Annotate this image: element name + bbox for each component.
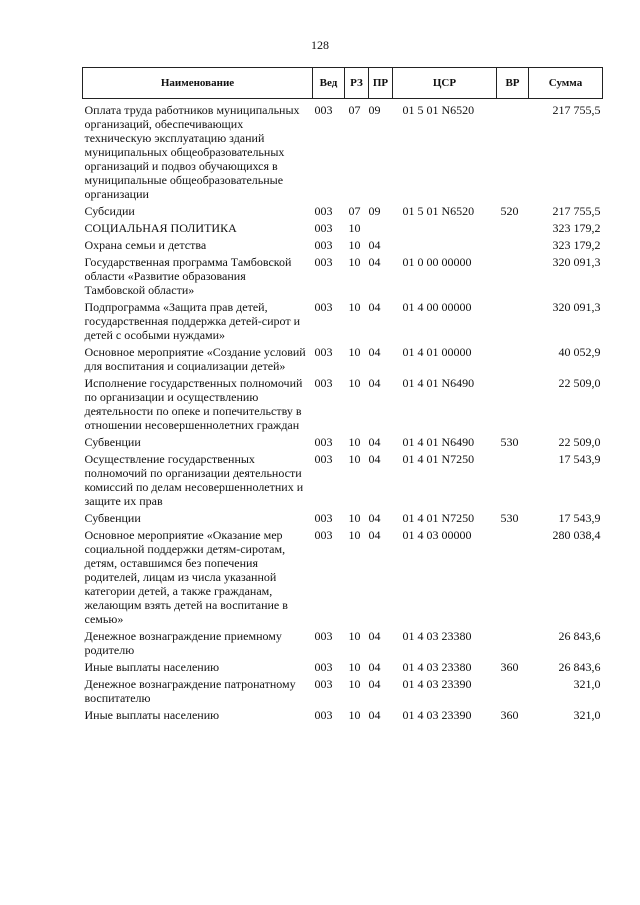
- cell-rz: 10: [348, 528, 361, 542]
- cell-pr: 04: [368, 435, 381, 449]
- cell-vr: [497, 238, 529, 255]
- cell-rz: 10: [348, 677, 361, 691]
- cell-vr: 360: [500, 708, 519, 722]
- cell-ved: 003: [314, 677, 333, 691]
- cell-pr: 04: [368, 345, 381, 359]
- cell-rz: 07: [348, 103, 361, 117]
- cell-csr: 01 4 01 N7250: [402, 452, 475, 466]
- cell-name: Основное мероприятие «Создание условий для воспитания и социализации детей»: [84, 345, 306, 373]
- cell-ved: 003: [314, 300, 333, 314]
- cell-rz: 10: [348, 708, 361, 722]
- cell-sum: 321,0: [573, 677, 601, 691]
- cell-name: Иные выплаты населению: [84, 708, 220, 722]
- cell-csr: 01 4 00 00000: [402, 300, 472, 314]
- cell-ved: 003: [314, 528, 333, 542]
- table-row: [83, 511, 603, 528]
- cell-csr: 01 0 00 00000: [402, 255, 472, 269]
- cell-pr: 04: [368, 677, 381, 691]
- cell-csr: [393, 238, 497, 255]
- cell-sum: 17 543,9: [558, 511, 601, 525]
- cell-sum: 217 755,5: [552, 204, 601, 218]
- header-vr: ВР: [497, 68, 529, 99]
- cell-pr: 04: [368, 238, 381, 252]
- cell-sum: 22 509,0: [558, 435, 601, 449]
- cell-name: Осуществление государственных полномочий по организации деятельности комиссий по делам несовершеннолетних и защите их прав: [84, 452, 304, 508]
- table-row: [83, 435, 603, 452]
- table-row: [83, 528, 603, 629]
- cell-csr: 01 4 03 23380: [402, 629, 472, 643]
- cell-sum: 26 843,6: [558, 629, 601, 643]
- cell-rz: 10: [348, 629, 361, 643]
- cell-name: Иные выплаты населению: [84, 660, 220, 674]
- table-row: [83, 660, 603, 677]
- cell-pr: 04: [368, 300, 381, 314]
- cell-pr: 04: [368, 376, 381, 390]
- cell-ved: 003: [314, 452, 333, 466]
- cell-vr: [497, 221, 529, 238]
- cell-rz: 10: [348, 300, 361, 314]
- cell-sum: 320 091,3: [552, 255, 601, 269]
- cell-vr: [497, 376, 529, 435]
- cell-vr: [497, 528, 529, 629]
- cell-rz: 10: [348, 660, 361, 674]
- header-pr: ПР: [369, 68, 393, 99]
- cell-ved: 003: [314, 238, 333, 252]
- table-header: [83, 68, 603, 99]
- cell-sum: 26 843,6: [558, 660, 601, 674]
- table-row: [83, 629, 603, 660]
- cell-vr: 520: [500, 204, 519, 218]
- cell-vr: [497, 345, 529, 376]
- cell-csr: 01 4 03 23390: [402, 677, 472, 691]
- cell-name: Государственная программа Тамбовской области «Развитие образования Тамбовской области»: [84, 255, 292, 297]
- table-row: [83, 708, 603, 725]
- cell-name: Подпрограмма «Защита прав детей, государственная поддержка детей-сирот и детей с особыми нуждами»: [84, 300, 301, 342]
- cell-vr: 530: [500, 511, 519, 525]
- budget-table: [82, 67, 603, 725]
- cell-rz: 10: [348, 511, 361, 525]
- cell-pr: 09: [368, 103, 381, 117]
- cell-ved: 003: [314, 255, 333, 269]
- cell-rz: 10: [348, 345, 361, 359]
- cell-vr: [497, 300, 529, 345]
- cell-name: Денежное вознаграждение приемному родителю: [84, 629, 282, 657]
- cell-name: Субсидии: [84, 204, 135, 218]
- cell-ved: 003: [314, 660, 333, 674]
- cell-rz: 10: [348, 255, 361, 269]
- cell-vr: [497, 99, 529, 205]
- cell-name: Субвенции: [84, 435, 141, 449]
- cell-name: Оплата труда работников муниципальных организаций, обеспечивающих техническую эксплуатацию зданий муниципальных общеобразовательных организаций и подвоз обучающихся в муниципальные общеобразовательные организации: [84, 103, 300, 201]
- cell-ved: 003: [314, 221, 333, 235]
- cell-vr: 360: [500, 660, 519, 674]
- page-number: 128: [311, 38, 329, 52]
- table-row: [83, 204, 603, 221]
- cell-pr: 04: [368, 528, 381, 542]
- cell-csr: 01 4 03 23390: [402, 708, 472, 722]
- cell-sum: 321,0: [573, 708, 601, 722]
- cell-name: Основное мероприятие «Оказание мер социальной поддержки детям-сиротам, детям, оставшимся без попечения родителей, лицам из числа указанной категории детей, а также гражданам, желающим взять детей на воспитание в семью»: [84, 528, 288, 626]
- cell-pr: 04: [368, 708, 381, 722]
- cell-ved: 003: [314, 435, 333, 449]
- cell-sum: 280 038,4: [552, 528, 601, 542]
- cell-pr: 04: [368, 452, 381, 466]
- cell-csr: 01 5 01 N6520: [402, 103, 475, 117]
- cell-rz: 10: [348, 435, 361, 449]
- table-row: [83, 300, 603, 345]
- cell-rz: 10: [348, 376, 361, 390]
- cell-vr: [497, 255, 529, 300]
- table-row: [83, 99, 603, 205]
- cell-ved: 003: [314, 204, 333, 218]
- cell-ved: 003: [314, 376, 333, 390]
- cell-pr: 04: [368, 629, 381, 643]
- cell-csr: 01 5 01 N6520: [402, 204, 475, 218]
- cell-rz: 07: [348, 204, 361, 218]
- cell-name: СОЦИАЛЬНАЯ ПОЛИТИКА: [84, 221, 237, 235]
- table-row: [83, 677, 603, 708]
- table-row: [83, 345, 603, 376]
- table-row: [83, 376, 603, 435]
- cell-rz: 10: [348, 221, 361, 235]
- cell-rz: 10: [348, 238, 361, 252]
- cell-sum: 40 052,9: [558, 345, 601, 359]
- cell-sum: 320 091,3: [552, 300, 601, 314]
- table-row: [83, 238, 603, 255]
- cell-vr: [497, 452, 529, 511]
- cell-vr: [497, 629, 529, 660]
- cell-csr: 01 4 01 N6490: [402, 435, 475, 449]
- cell-name: Охрана семьи и детства: [84, 238, 207, 252]
- cell-ved: 003: [314, 345, 333, 359]
- cell-pr: 04: [368, 511, 381, 525]
- cell-sum: 323 179,2: [552, 221, 601, 235]
- cell-name: Субвенции: [84, 511, 141, 525]
- cell-csr: [393, 221, 497, 238]
- table-row: [83, 452, 603, 511]
- cell-name: Исполнение государственных полномочий по организации и осуществлению деятельности по опеке и попечительству в отношении несовершеннолетних граждан: [84, 376, 303, 432]
- cell-sum: 217 755,5: [552, 103, 601, 117]
- table-body: [83, 99, 603, 726]
- cell-ved: 003: [314, 629, 333, 643]
- cell-ved: 003: [314, 708, 333, 722]
- header-rz: РЗ: [345, 68, 369, 99]
- cell-ved: 003: [314, 511, 333, 525]
- header-name: Наименование: [83, 68, 313, 99]
- cell-csr: 01 4 01 N6490: [402, 376, 475, 390]
- cell-pr: [369, 221, 393, 238]
- cell-csr: 01 4 01 00000: [402, 345, 472, 359]
- table-row: [83, 221, 603, 238]
- cell-vr: 530: [500, 435, 519, 449]
- cell-pr: 04: [368, 255, 381, 269]
- header-sum: Сумма: [529, 68, 603, 99]
- cell-pr: 04: [368, 660, 381, 674]
- cell-csr: 01 4 03 00000: [402, 528, 472, 542]
- cell-ved: 003: [314, 103, 333, 117]
- cell-vr: [497, 677, 529, 708]
- header-ved: Вед: [313, 68, 345, 99]
- cell-csr: 01 4 03 23380: [402, 660, 472, 674]
- cell-sum: 17 543,9: [558, 452, 601, 466]
- header-row: [83, 68, 603, 99]
- cell-pr: 09: [368, 204, 381, 218]
- cell-sum: 22 509,0: [558, 376, 601, 390]
- header-csr: ЦСР: [393, 68, 497, 99]
- cell-csr: 01 4 01 N7250: [402, 511, 475, 525]
- cell-name: Денежное вознаграждение патронатному воспитателю: [84, 677, 296, 705]
- cell-rz: 10: [348, 452, 361, 466]
- table-row: [83, 255, 603, 300]
- cell-sum: 323 179,2: [552, 238, 601, 252]
